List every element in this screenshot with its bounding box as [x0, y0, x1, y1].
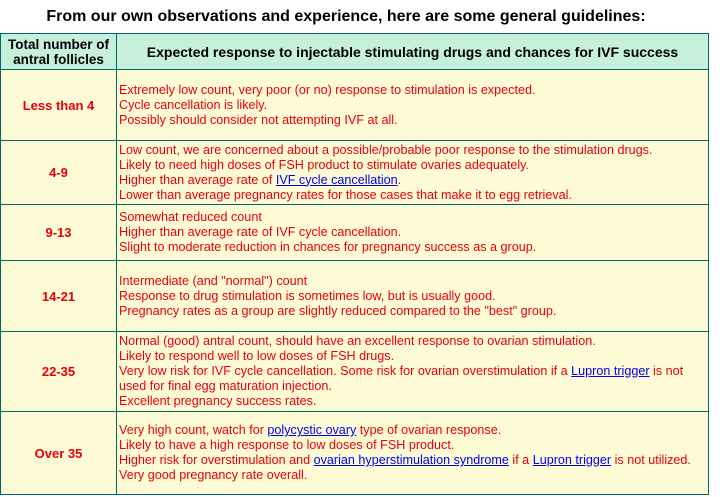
polycystic-ovary-link[interactable]: polycystic ovary	[267, 423, 357, 437]
ovarian-hyperstimulation-syndrome-link[interactable]: ovarian hyperstimulation syndrome	[313, 453, 509, 467]
description-line	[119, 453, 706, 468]
description-line: Intermediate (and "normal") count	[119, 273, 308, 288]
lupron-trigger-link[interactable]: Lupron trigger	[532, 453, 612, 467]
text: .	[397, 172, 402, 187]
text: Very high count, watch for	[119, 423, 268, 437]
text: type of ovarian response.	[356, 423, 502, 437]
page-title: From our own observations and experience, here are some general guidelines:	[46, 8, 646, 25]
description-line: Pregnancy rates as a group are slightly reduced compared to the "best" group.	[119, 303, 557, 318]
description-line	[119, 364, 706, 394]
description-line: Likely to respond well to low doses of FSH drugs.	[119, 349, 395, 363]
response-description	[117, 412, 709, 495]
follicle-count: Less than 4	[1, 70, 117, 141]
follicle-count: Over 35	[1, 412, 117, 495]
response-description	[117, 70, 709, 141]
response-description	[117, 332, 709, 412]
description-line: Higher than average rate of IVF cycle cancellation.	[119, 225, 402, 239]
header-expected-response: Expected response to injectable stimulating drugs and chances for IVF success	[117, 34, 709, 70]
description-line: Low count, we are concerned about a possible/probable poor response to the stimulation drugs.	[119, 142, 653, 157]
response-description	[117, 205, 709, 261]
follicle-count: 14-21	[1, 261, 117, 332]
description-line: Response to drug stimulation is sometimes low, but is usually good.	[119, 288, 496, 303]
guidelines-table	[0, 33, 709, 495]
description-line: Possibly should consider not attempting IVF at all.	[119, 112, 398, 127]
text: Higher risk for overstimulation and	[119, 453, 314, 467]
text: is not used for final egg maturation injection.	[119, 364, 684, 393]
description-line: Very good pregnancy rate overall.	[119, 468, 308, 482]
description-line: Extremely low count, very poor (or no) response to stimulation is expected.	[119, 82, 536, 97]
description-line: Excellent pregnancy success rates.	[119, 394, 317, 408]
ivf-cycle-cancellation-link[interactable]: IVF cycle cancellation	[275, 172, 398, 187]
table-header-row	[1, 34, 709, 70]
response-description	[117, 261, 709, 332]
table-row	[1, 261, 709, 332]
header-antral-follicles: Total number of antral follicles	[1, 34, 117, 70]
description-line: Cycle cancellation is likely.	[119, 97, 268, 112]
description-line: Somewhat reduced count	[119, 210, 262, 224]
table-row	[1, 70, 709, 141]
description-line	[119, 423, 706, 438]
follicle-count: 9-13	[1, 205, 117, 261]
description-line: Lower than average pregnancy rates for those cases that make it to egg retrieval.	[119, 187, 572, 202]
table-row	[1, 205, 709, 261]
follicle-count: 4-9	[1, 141, 117, 205]
table-row	[1, 332, 709, 412]
description-line: Normal (good) antral count, should have an excellent response to ovarian stimulation.	[119, 334, 596, 348]
text: is not utilized.	[611, 453, 691, 467]
table-row	[1, 412, 709, 495]
text: if a	[508, 453, 533, 467]
description-line: Likely to need high doses of FSH product to stimulate ovaries adequately.	[119, 157, 529, 172]
description-line: Likely to have a high response to low doses of FSH product.	[119, 438, 455, 452]
description-line	[119, 173, 706, 188]
table-row	[1, 141, 709, 205]
description-line: Slight to moderate reduction in chances for pregnancy success as a group.	[119, 240, 537, 254]
follicle-count: 22-35	[1, 332, 117, 412]
response-description	[117, 141, 709, 205]
text: Very low risk for IVF cycle cancellation. Some risk for ovarian overstimulation if a	[119, 364, 572, 378]
lupron-trigger-link[interactable]: Lupron trigger	[571, 364, 650, 378]
text: Higher than average rate of	[119, 172, 276, 187]
